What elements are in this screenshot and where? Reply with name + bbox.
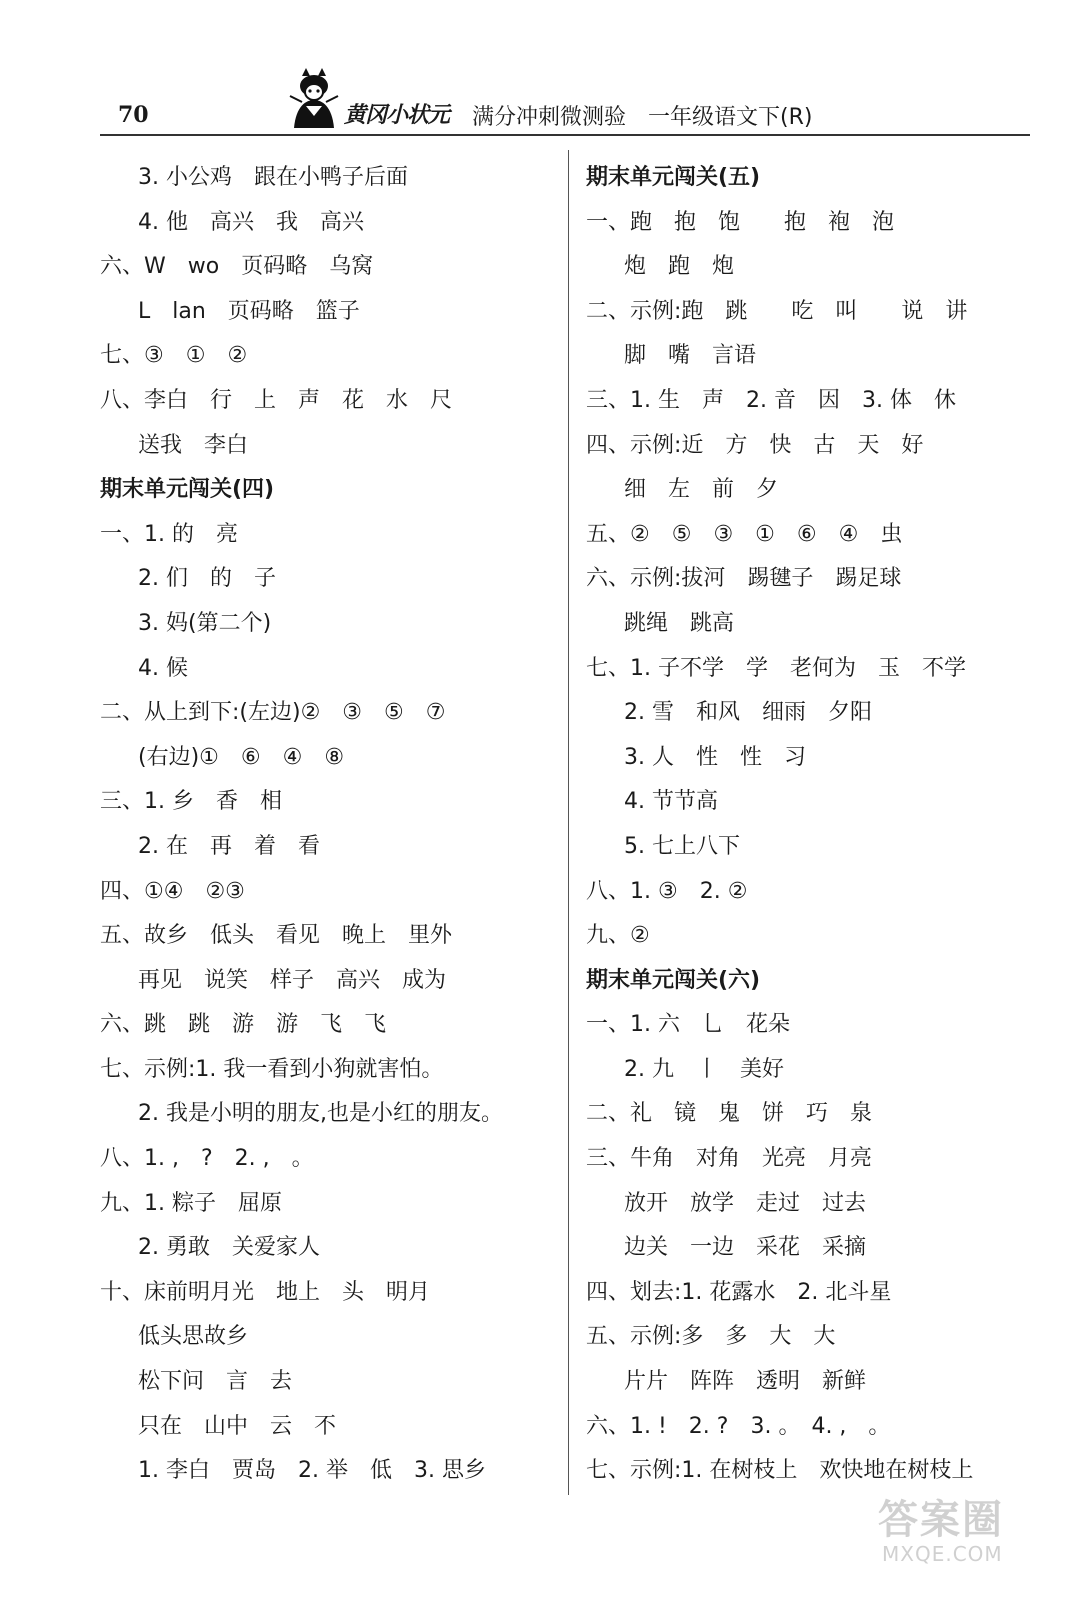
answer-line: 片片 阵阵 透明 新鲜 [624,1369,867,1395]
answer-line: 五、故乡 低头 看见 晚上 里外 [100,923,453,949]
answer-line: 六、跳 跳 游 游 飞 飞 [100,1012,387,1038]
answer-line: 送我 李白 [138,432,249,458]
header-title: 满分冲刺微测验 一年级语文下(R) [472,105,813,130]
answer-line: 一、跑 抱 饱 抱 袍 泡 [586,209,895,235]
answer-line: 九、② [586,923,650,949]
watermark-mark: 答案圈 [878,1497,1004,1543]
answer-line: 三、1. 生 声 2. 音 因 3. 体 休 [586,387,956,413]
watermark-url: MXQE.COM [882,1542,1003,1566]
answer-line: 四、①④ ②③ [100,878,245,904]
answer-line: 七、③ ① ② [100,343,248,369]
header-divider [100,134,1030,136]
answer-line: 七、1. 子不学 学 老何为 玉 不学 [586,655,966,681]
answer-line: 1. 李白 贾岛 2. 举 低 3. 思乡 [138,1458,486,1484]
answer-line: 六、W wo 页码略 乌窝 [100,254,374,280]
answer-line: 三、牛角 对角 光亮 月亮 [586,1146,873,1172]
answer-line: 二、从上到下:(左边)② ③ ⑤ ⑦ [100,700,446,726]
answer-line: 一、1. 的 亮 [100,521,238,547]
answer-line: 低头思故乡 [138,1324,249,1350]
answer-line: 4. 候 [138,655,188,681]
answer-line: 五、示例:多 多 大 大 [586,1324,836,1350]
answer-line: 5. 七上八下 [624,833,740,859]
answer-line: 3. 人 性 性 习 [624,744,806,770]
answer-line: (右边)① ⑥ ④ ⑧ [138,744,345,770]
answer-line: 只在 山中 云 不 [138,1413,337,1439]
answer-line: 八、1. ③ 2. ② [586,878,748,904]
answer-line: 边关 一边 采花 采摘 [624,1235,867,1261]
answer-line: 4. 他 高兴 我 高兴 [138,209,364,235]
section-heading: 期末单元闯关(四) [100,477,275,503]
answer-line: 十、床前明月光 地上 头 明月 [100,1279,431,1305]
answer-line: 四、示例:近 方 快 古 天 好 [586,432,924,458]
section-heading: 期末单元闯关(五) [586,165,761,190]
page-number: 70 [118,102,149,128]
answer-line: 3. 小公鸡 跟在小鸭子后面 [138,165,408,190]
answer-line: 八、1. , ? 2. , 。 [100,1146,314,1172]
answer-line: 四、划去:1. 花露水 2. 北斗星 [586,1279,892,1305]
answer-line: 2. 雪 和风 细雨 夕阳 [624,700,872,726]
answer-line: 七、示例:1. 在树枝上 欢快地在树枝上 [586,1458,974,1484]
answer-line: 脚 嘴 言语 [624,343,757,369]
answer-line: 2. 们 的 子 [138,566,276,592]
answer-line: 二、礼 镜 鬼 饼 巧 泉 [586,1101,873,1127]
answer-line: 2. 九 丨 美好 [624,1056,784,1082]
answer-line: 4. 节节高 [624,789,718,815]
answer-line: 一、1. 六 乚 花朵 [586,1012,790,1038]
answer-line: 三、1. 乡 香 相 [100,789,282,815]
answer-line: 3. 妈(第二个) [138,610,272,636]
left-answer-column [100,156,560,1494]
answer-line: 二、示例:跑 跳 吃 叫 说 讲 [586,298,968,324]
answer-line: 2. 我是小明的朋友,也是小红的朋友。 [138,1101,503,1127]
answer-line: 五、② ⑤ ③ ① ⑥ ④ 虫 [586,521,903,547]
brand-logo: 黄冈小状元 [344,102,450,128]
section-heading: 期末单元闯关(六) [586,967,761,993]
answer-line: 六、1. ! 2. ? 3. 。 4. , 。 [586,1413,891,1439]
answer-line: 七、示例:1. 我一看到小狗就害怕。 [100,1056,444,1082]
answer-line: 再见 说笑 样子 高兴 成为 [138,967,447,993]
answer-line: 九、1. 粽子 屈原 [100,1190,282,1216]
answer-line: 八、李白 行 上 声 花 水 尺 [100,387,453,413]
answer-line: 放开 放学 走过 过去 [624,1190,867,1216]
watermark [874,1488,1034,1588]
right-answer-column [586,156,1036,1494]
answer-line: L lan 页码略 篮子 [138,298,360,324]
answer-line: 细 左 前 夕 [624,477,779,503]
answer-line: 松下问 言 去 [138,1369,293,1395]
column-divider [568,150,569,1495]
answer-line: 2. 勇敢 关爱家人 [138,1235,320,1261]
answer-line: 跳绳 跳高 [624,610,735,636]
mascot-logo-icon [288,66,340,132]
answer-line: 六、示例:拔河 踢毽子 踢足球 [586,566,902,592]
page-header [100,62,1030,138]
answer-line: 炮 跑 炮 [624,254,735,280]
answer-line: 2. 在 再 着 看 [138,833,320,859]
